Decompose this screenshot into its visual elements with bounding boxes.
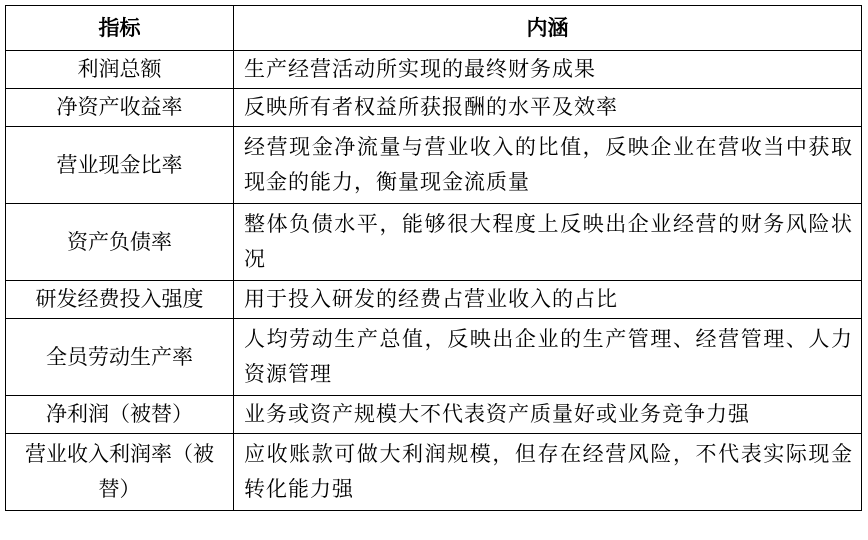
header-row	[6, 6, 862, 51]
table-row	[6, 204, 862, 281]
meaning-cell: 生产经营活动所实现的最终财务成果	[234, 51, 862, 89]
table-row	[6, 89, 862, 127]
indicator-cell: 研发经费投入强度	[6, 281, 234, 319]
indicator-cell: 净资产收益率	[6, 89, 234, 127]
indicator-cell: 营业现金比率	[6, 127, 234, 204]
table-row	[6, 319, 862, 396]
table-row	[6, 127, 862, 204]
table-row	[6, 51, 862, 89]
meaning-cell: 应收账款可做大利润规模，但存在经营风险，不代表实际现金转化能力强	[234, 434, 862, 511]
indicator-cell: 资产负债率	[6, 204, 234, 281]
meaning-cell: 用于投入研发的经费占营业收入的占比	[234, 281, 862, 319]
meaning-cell: 整体负债水平，能够很大程度上反映出企业经营的财务风险状况	[234, 204, 862, 281]
header-meaning: 内涵	[234, 6, 862, 51]
indicator-table	[5, 5, 862, 511]
indicator-cell: 净利润（被替）	[6, 396, 234, 434]
table-row	[6, 434, 862, 511]
indicator-cell: 全员劳动生产率	[6, 319, 234, 396]
table-row	[6, 396, 862, 434]
meaning-cell: 反映所有者权益所获报酬的水平及效率	[234, 89, 862, 127]
indicator-cell: 营业收入利润率（被替）	[6, 434, 234, 511]
indicator-cell: 利润总额	[6, 51, 234, 89]
meaning-cell: 人均劳动生产总值，反映出企业的生产管理、经营管理、人力资源管理	[234, 319, 862, 396]
table-row	[6, 281, 862, 319]
header-indicator: 指标	[6, 6, 234, 51]
indicator-table-container	[5, 5, 861, 511]
meaning-cell: 业务或资产规模大不代表资产质量好或业务竞争力强	[234, 396, 862, 434]
meaning-cell: 经营现金净流量与营业收入的比值，反映企业在营收当中获取现金的能力，衡量现金流质量	[234, 127, 862, 204]
